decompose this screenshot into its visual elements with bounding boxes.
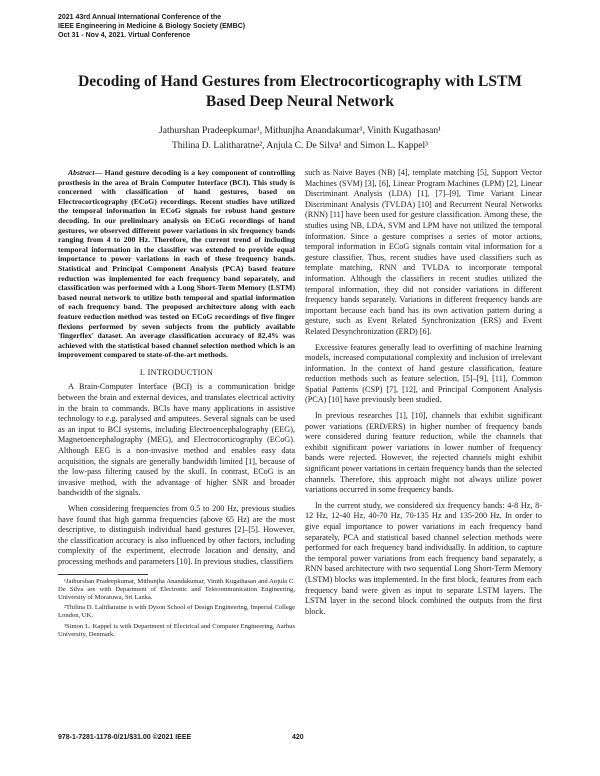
conference-line-1: 2021 43rd Annual International Conference of the [58,14,222,21]
right-paragraph-1: such as Naive Bayes (NB) [4], template matching [5], Support Vector Machines (SVM) [3], [6], Linear Program Machines (LPM) [2], Linear Discriminant Analysis (LDA) [1], [7]–[9], Time Variant Linear Discriminant Analysis (TVLDA) [10] and Recurrent Neural Networks (RNN) [11] have been used for gesture classification. Among these, the studies using NB, LDA, SVM and LPM have not utilized the temporal information. Since a gesture comprises a series of motor actions, temporal information in ECoG signals contain vital information for a gesture classifier. Thus, recent studies have used classifiers such as template matching, RNN and TVLDA to incorporate temporal information. Although the classifiers in recent studies utilized the temporal information, they did not consider variations in different frequency bands separately. Variations in different frequency bands are important because each band has its own activation pattern during a gesture, such as Event Related Synchronization (ERS) and Event Related Desynchronization (ERD) [6]. [305,168,542,336]
left-column [58,168,295,641]
footnote-rule [58,574,148,575]
intro-paragraph-2: When considering frequencies from 0.5 to 200 Hz, previous studies have found that high gamma frequencies (above 65 Hz) are the most descriptive, to distinguish individual hand gestures [2]–[5]. However, the classification accuracy is also influenced by other factors, including complexity of the experiment, electrode location and density, and processing methods and parameters [10]. In previous studies, classifiers [58,504,295,566]
footer-isbn: 978-1-7281-1178-0/21/$31.00 ©2021 IEEE [58,734,192,741]
conference-line-3: Oct 31 - Nov 4, 2021. Virtual Conference [58,32,191,39]
title-line-1: Decoding of Hand Gestures from Electrocorticography with LSTM [78,73,522,90]
footnote-1: ¹Jathurshan Pradeepkumar, Mithunjha Anandakumar, Vinith Kugathasan and Anjula C. De Silva are with Department of Electronic and Telecommunication Engineering, University of Moratuwa, Sri Lanka. [58,577,295,601]
right-column [305,168,542,622]
authors-line-1: Jathurshan Pradeepkumar¹, Mithunjha Anandakumar¹, Vinith Kugathasan¹ [159,126,441,136]
title-line-2: Based Deep Neural Network [205,93,395,110]
paper-title [40,72,560,112]
right-paragraph-4: In the current study, we considered six frequency bands: 4-8 Hz, 8-12 Hz, 12-40 Hz, 40-70 Hz, 70-135 Hz and 135-200 Hz. In order to give equal importance to power variations in each frequency band separately, PCA and statistical based channel selection methods were performed for each frequency band individually. In addition, to capture the temporal power variations from each frequency band separately, a RNN based architecture with two sequential Long Short-Term Memory (LSTM) blocks was implemented. In the first block, features from each frequency band were given as input to separate LSTM layers. The LSTM layer in the second block combined the outputs from the first block. [305,500,542,616]
page-number: 420 [292,734,304,741]
right-paragraph-2: Excessive features generally lead to overfitting of machine learning models, increased computational complexity and inclusion of irrelevant information. In the context of hand gesture classification, feature reduction methods such as feature selection, [5]–[9], [11], Common Spatial Patterns (CSP) [7], [12], and Principal Component Analysis (PCA) [10] have previously been studied. [305,342,542,405]
conference-header [58,13,245,40]
abstract-text: — Hand gesture decoding is a key component of controlling prosthesis in the area of Brain Computer Interface (BCI). This study is concerned with classification of hand gestures, based on Electrocorticography (ECoG) recordings. Recent studies have utilized the temporal information in ECoG signals for robust hand gesture decoding. In our preliminary analysis on ECoG recordings of hand gestures, we observed different power variations in six frequency bands ranging from 4 to 200 Hz. Therefore, the current trend of including temporal information in the classifier was extended to provide equal importance to power variations in each of these frequency bands. Statistical and Principal Component Analysis (PCA) based feature reduction was implemented for each frequency band separately, and classification was performed with a Long Short-Term Memory (LSTM) based neural network to utilize both temporal and spatial information of each frequency band. The proposed architecture along with each feature reduction method was tested on ECoG recordings of five finger flexions performed by seven subjects from the publicly available 'fingerflex' dataset. An average classification accuracy of 82.4% was achieved with the statistical based channel selection method which is an improvement compared to state-of-the-art methods. [58,168,295,360]
abstract-label: Abstract [68,168,95,177]
section-heading-introduction: I. INTRODUCTION [139,367,214,377]
abstract [58,168,295,360]
intro-paragraph-1: A Brain-Computer Interface (BCI) is a communication bridge between the brain and external devices, and translates electrical activity in the brain to commands. BCIs have many applications in assistive technology to e.g. paralysed and amputees. Several signals can be used as an input to BCI systems, including Electroencephalography (EEG), Magnetoencephalography (MEG), and Electrocorticography (ECoG). Although EEG is a non-invasive method and enables easy data acquisition, the signals are generally bandwidth limited [1], because of the low-pass filtering caused by the skull. In contrast, ECoG is an invasive method, with the advantage of higher SNR and broader bandwidth of the signals. [58,382,295,498]
conference-line-2: IEEE Engineering in Medicine & Biology Society (EMBC) [58,23,246,30]
author-list [60,124,540,154]
authors-line-2: Thilina D. Lalitharatne², Anjula C. De Silva¹ and Simon L. Kappel³ [171,141,429,151]
right-paragraph-3: In previous researches [1], [10], channels that exhibit significant power variations (ERD/ERS) in higher number of frequency bands were considered during feature reduction, while the channels that exhibit significant power variations in lower number of frequency bands were rejected. However, the rejected channels might exhibit significant power variations in certain frequency bands than the selected channels. Therefore, this approach might not always utilize power variations occurred in some frequency bands. [305,411,542,495]
footnote-3: ³Simon L. Kappel is with Department of Electrical and Computer Engineering, Aarhus University, Denmark. [58,622,295,638]
footnote-2: ²Thilina D. Lalitharatne is with Dyson School of Design Engineering, Imperial College London, UK. [58,604,295,620]
